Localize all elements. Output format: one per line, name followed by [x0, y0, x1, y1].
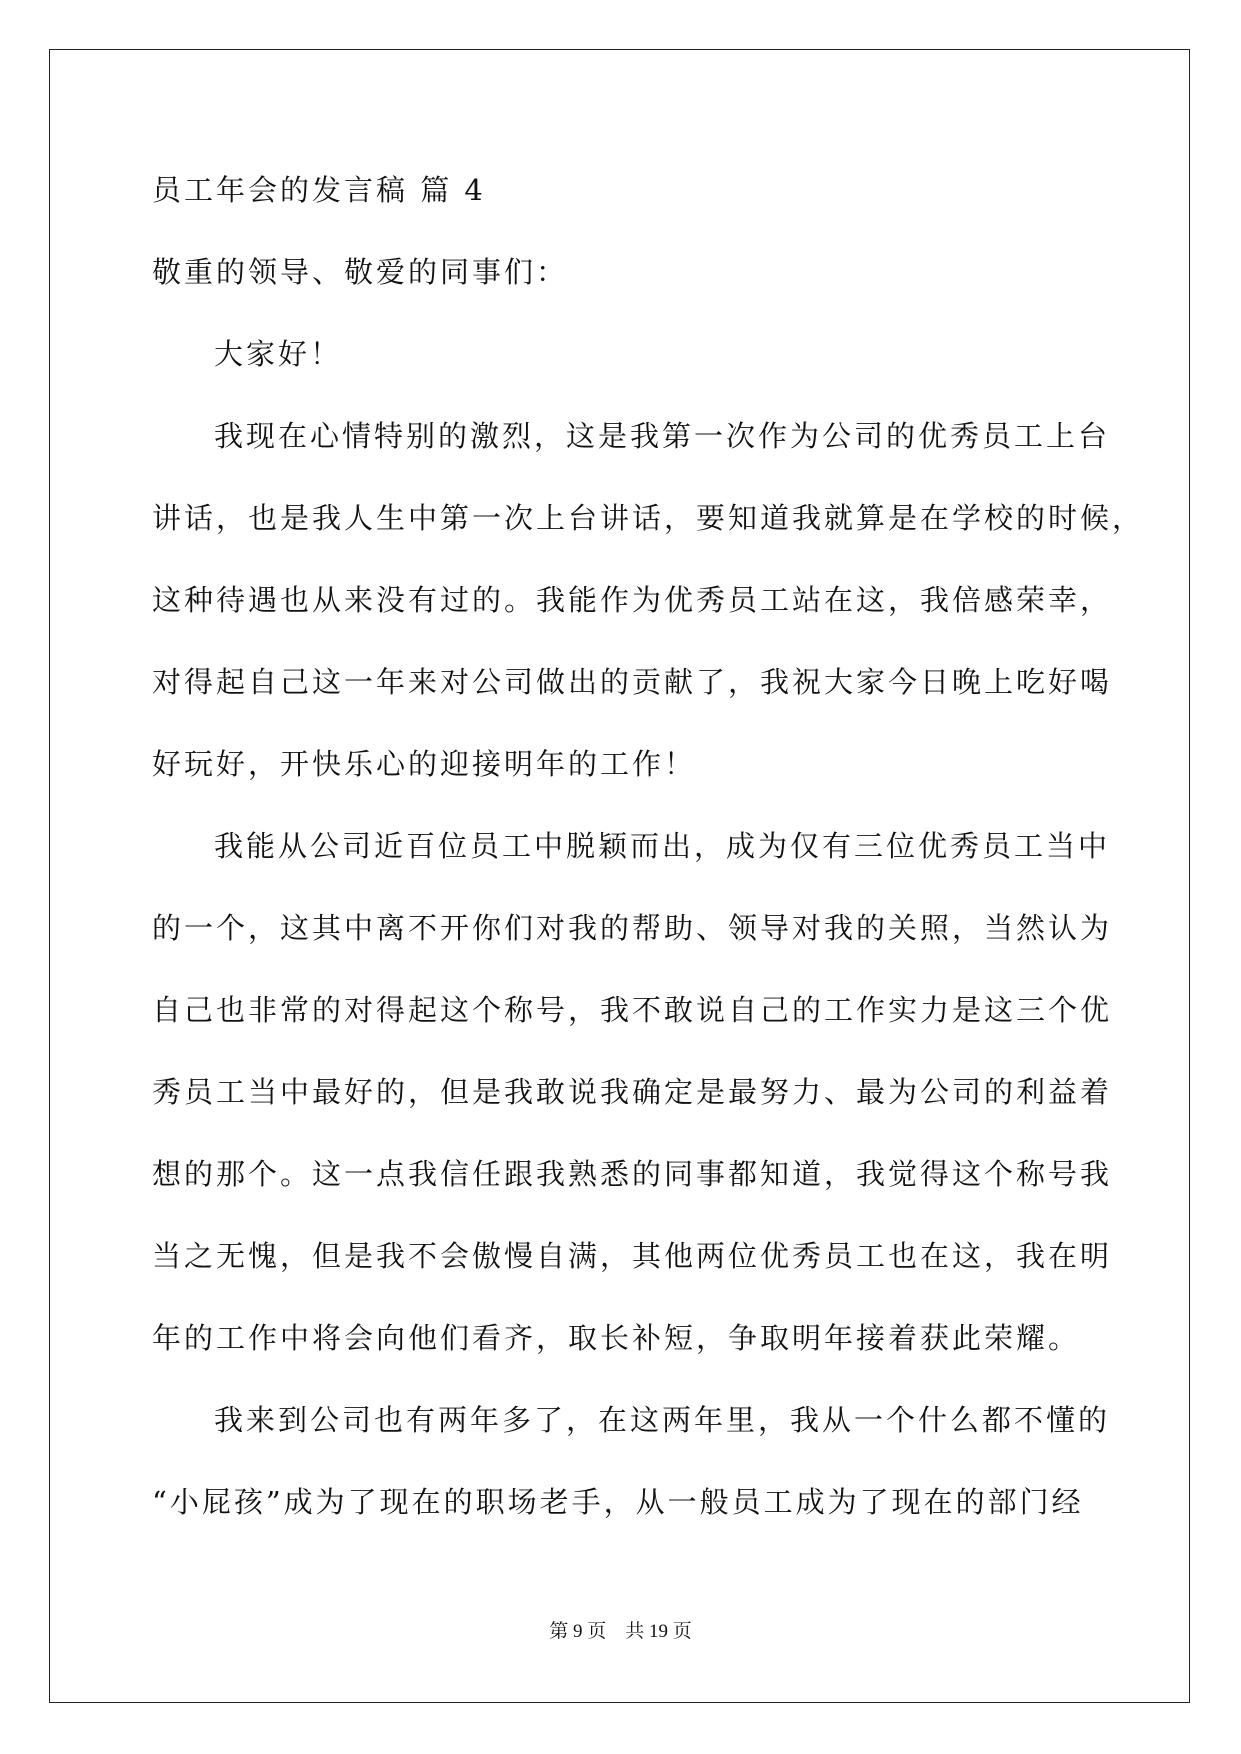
body-line: 讲话，也是我人生中第一次上台讲话，要知道我就算是在学校的时候，	[152, 501, 1145, 535]
body-line: 年的工作中将会向他们看齐，取长补短，争取明年接着获此荣耀。	[152, 1321, 1081, 1355]
salutation: 敬重的领导、敬爱的同事们：	[152, 255, 569, 289]
body-line: 想的那个。这一点我信任跟我熟悉的同事都知道，我觉得这个称号我	[152, 1157, 1113, 1191]
body-line: 当之无愧，但是我不会傲慢自满，其他两位优秀员工也在这，我在明	[152, 1239, 1113, 1273]
body-line: 自己也非常的对得起这个称号，我不敢说自己的工作实力是这三个优	[152, 993, 1113, 1027]
page-number-footer: 第 9 页 共 19 页	[549, 1621, 692, 1642]
document-title: 员工年会的发言稿 篇 4	[152, 173, 486, 207]
body-line: 我现在心情特别的激烈，这是我第一次作为公司的优秀员工上台	[214, 419, 1111, 453]
body-line: 对得起自己这一年来对公司做出的贡献了，我祝大家今日晚上吃好喝	[152, 665, 1113, 699]
body-line: 我来到公司也有两年多了，在这两年里，我从一个什么都不懂的	[214, 1403, 1111, 1437]
body-line: 好玩好，开快乐心的迎接明年的工作！	[152, 747, 697, 781]
body-line: 的一个，这其中离不开你们对我的帮助、领导对我的关照，当然认为	[152, 911, 1113, 945]
body-line: 我能从公司近百位员工中脱颖而出，成为仅有三位优秀员工当中	[214, 829, 1111, 863]
body-line-greeting: 大家好！	[214, 337, 343, 371]
body-line: “小屁孩”成为了现在的职场老手，从一般员工成为了现在的部门经	[152, 1485, 1084, 1519]
page-border	[49, 49, 1190, 1703]
body-line: 秀员工当中最好的，但是我敢说我确定是最努力、最为公司的利益着	[152, 1075, 1113, 1109]
body-line: 这种待遇也从来没有过的。我能作为优秀员工站在这，我倍感荣幸，	[152, 583, 1113, 617]
